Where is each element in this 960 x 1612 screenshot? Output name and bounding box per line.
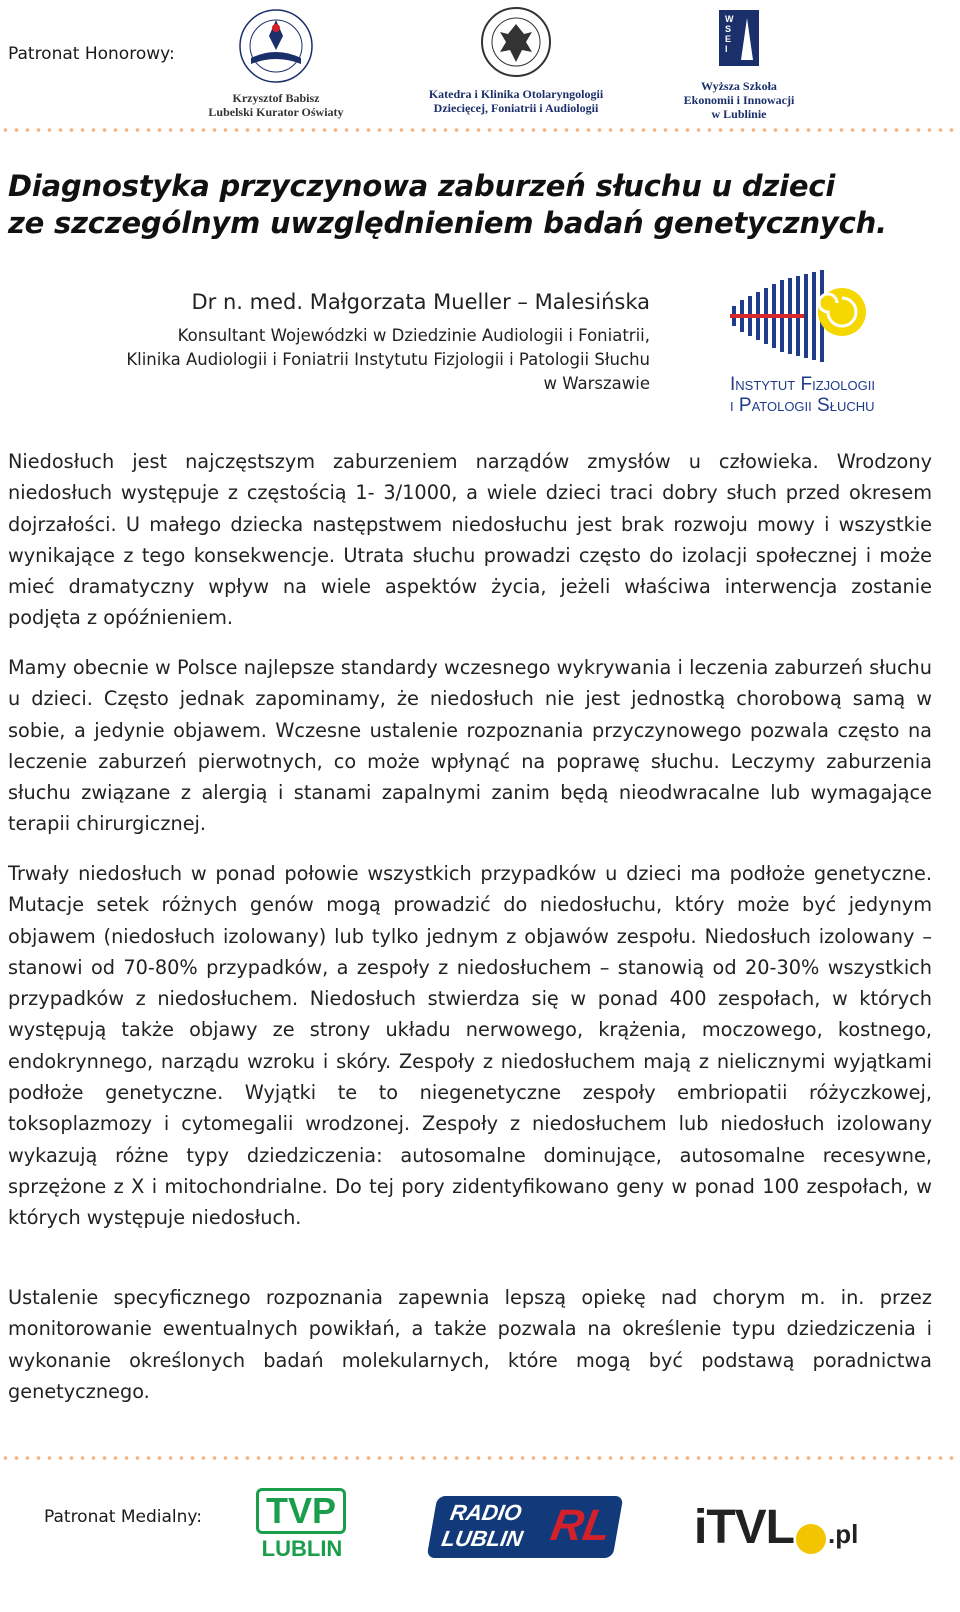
ifps-name-line-2: i Patologii Słuchu [730, 395, 875, 416]
affiliation-line-2: Klinika Audiologii i Foniatrii Instytutu Fizjologii i Patologii Słuchu [126, 350, 650, 369]
svg-text:W: W [725, 14, 734, 24]
umlub-logo [414, 4, 618, 115]
tvp-lublin-logo [256, 1488, 348, 1562]
radio-rl-mark: RL [547, 1501, 615, 1550]
affiliation-line-1: Konsultant Wojewódzki w Dziedzinie Audiologii i Foniatrii, [177, 326, 650, 345]
paragraph-3-text: Trwały niedosłuch w ponad połowie wszystkich przypadków u dzieci ma podłoże genetyczne. Mutacje setek różnych genów mogą prowadzić do niedosłuchu, który może być jedynym objawem (niedosłuch izolowany) lub tylko jednym z objawów zespołu. Niedosłuch izolowany – stanowi od 70-80% przypadków, a zespoły z niedosłuchem – stanowią od 20-30% wszystkich przypadków z niedosłuchem. Niedosłuch stwierdza się w ponad 400 zespołach, w których występują także objawy ze strony układu nerwowego, krążenia, moczowego, kostnego, endokrynnego, narządu wzroku i skóry. Zespoły z niedosłuchem mają z nielicznymi wyjątkami podłoże genetyczne. Wyjątki te to niegenetyczne zespoły embriopatii różyczkowej, toksoplazmozy i cytomegalii wrodzonej. Zespoły z niedosłuchem lub niedosłuch izolowany wykazują różne typy dziedziczenia: autosomalne dominujące, autosomalne recesywne, sprzężone z X i mitochondrialne. Do tej pory zidentyfikowano geny w ponad 100 zespołach, w których występuje niedosłuch. [8, 862, 932, 1230]
wsei-mark-icon [717, 8, 761, 68]
umlub-caption-2: Dziecięcej, Foniatrii i Audiologii [433, 101, 599, 115]
header-divider [0, 127, 960, 133]
paragraph-4-text: Ustalenie specyficznego rozpoznania zapewnia lepszą opiekę nad chorym m. in. przez monitorowanie ewentualnych powikłań, a także pozwala na określenie typu dziedziczenia i wykonanie określonych badań molekularnych, które mogą być podstawą poradnictwa genetycznego. [8, 1286, 932, 1403]
itvl-dot-icon [796, 1524, 826, 1554]
patronat-honorowy-label: Patronat Honorowy: [8, 44, 175, 64]
document-title [8, 168, 887, 242]
paragraph-3 [8, 858, 932, 1234]
author-affiliation [126, 324, 650, 396]
paragraph-1-text: Niedosłuch jest najczęstszym zaburzeniem narządów zmysłów u człowieka. Wrodzony niedosłuch występuje z częstością 1- 3/1000, a wiele dzieci traci dobry słuch przed okresem dojrzałości. U małego dziecka następstwem niedosłuchu jest brak rozwoju mowy i wszystkie wynikające z tego konsekwencje. Utrata słuchu prowadzi często do izolacji społecznej i może mieć dramatyczny wpływ na wiele aspektów życia, jeżeli właściwa interwencja zostanie podjęta z opóźnieniem. [8, 450, 932, 630]
radio-line-1: RADIO [448, 1500, 524, 1525]
umlub-eagle-seal-icon [480, 4, 552, 82]
paragraph-1 [8, 446, 932, 634]
wsei-caption-2: Ekonomii i Innowacji [683, 93, 795, 107]
title-line-1: Diagnostyka przyczynowa zaburzeń słuchu u dzieci [8, 169, 836, 203]
author-name: Dr n. med. Małgorzata Mueller – Malesińska [191, 290, 650, 314]
wsei-caption-3: w Lublinie [711, 107, 767, 121]
ifps-logo [730, 268, 890, 416]
wsei-logo [664, 8, 814, 121]
tvp-mark: TVP [256, 1488, 346, 1534]
wsei-caption-1: Wyższa Szkoła [701, 79, 777, 93]
itvl-logo [694, 1500, 858, 1555]
affiliation-line-3: w Warszawie [543, 374, 650, 393]
ifps-name-line-1: Instytut Fizjologii [730, 374, 875, 395]
kuratorium-caption-1: Krzysztof Babisz [232, 91, 320, 105]
tvp-lublin-text: LUBLIN [261, 1536, 343, 1561]
svg-text:E: E [725, 34, 732, 44]
umlub-caption-1: Katedra i Klinika Otolaryngologii [428, 87, 604, 101]
kuratorium-logo [206, 6, 346, 119]
footer-divider [0, 1455, 960, 1461]
paragraph-4 [8, 1282, 932, 1407]
patronat-medialny-label: Patronat Medialny: [44, 1507, 202, 1527]
paragraph-2-text: Mamy obecnie w Polsce najlepsze standardy wczesnego wykrywania i leczenia zaburzeń słuchu u dzieci. Często jednak zapominamy, że niedosłuch nie jest jednostką chorobową samą w sobie, a jedynie objawem. Wczesne ustalenie rozpoznania przyczynowego pozwala często na leczenie zaburzeń pierwotnych, co może wpłynąć na poprawę słuchu. Leczymy zaburzenia słuchu związane z alergią i stanami zapalnymi zanim będą nieodwracalne lub wymagające terapii chirurgicznej. [8, 656, 932, 836]
paragraph-2 [8, 652, 932, 840]
kuratorium-caption-2: Lubelski Kurator Oświaty [208, 105, 344, 119]
svg-text:S: S [725, 24, 732, 34]
itvl-suffix: .pl [828, 1519, 859, 1549]
ifps-sound-wave-icon [730, 268, 880, 364]
svg-text:I: I [725, 44, 728, 54]
title-line-2: ze szczególnym uwzględnieniem badań genetycznych. [8, 206, 887, 240]
kuratorium-emblem-icon [221, 6, 331, 86]
radio-line-2: LUBLIN [439, 1526, 525, 1551]
itvl-text: iTVL [694, 1501, 794, 1554]
radio-lublin-logo [432, 1496, 618, 1558]
